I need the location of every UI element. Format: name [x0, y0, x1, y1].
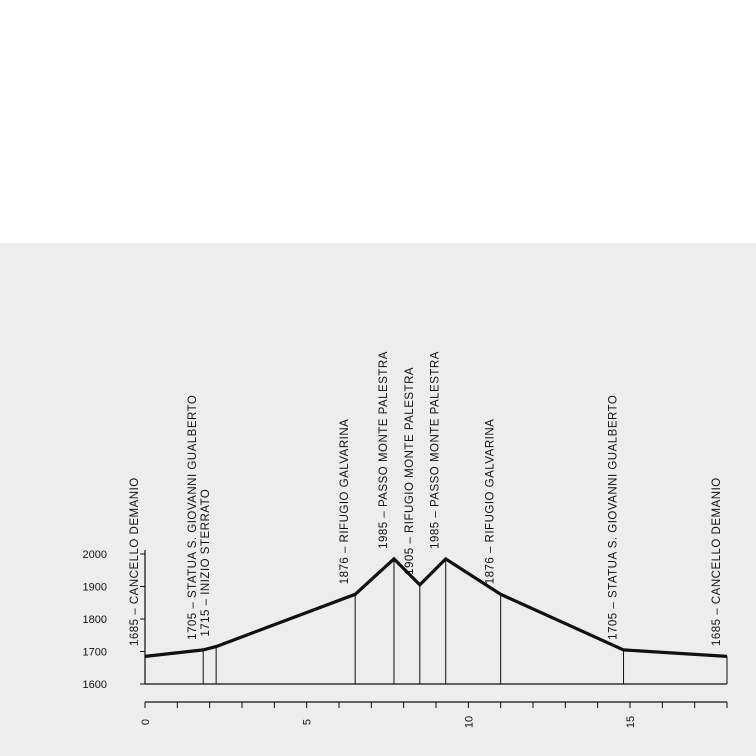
- y-tick-label: 1900: [82, 581, 107, 594]
- x-tick-label: 0: [140, 718, 152, 726]
- station-labels: [129, 351, 723, 646]
- station-label: 1985 – PASSO MONTE PALESTRA: [429, 351, 442, 549]
- station-label: 1715 – INIZIO STERRATO: [200, 488, 213, 637]
- axes: [83, 549, 727, 728]
- elevation-line: [145, 559, 727, 657]
- station-label: 1705 – STATUA S. GIOVANNI GUALBERTO: [607, 394, 620, 640]
- x-tick-label: 15: [625, 715, 637, 729]
- station-label: 1905 – RIFUGIO MONTE PALESTRA: [403, 366, 416, 575]
- station-label: 1876 – RIFUGIO GALVARINA: [339, 418, 352, 585]
- x-tick-label: 10: [463, 715, 476, 729]
- profile-series: [145, 559, 727, 657]
- y-tick-label: 2000: [82, 549, 107, 561]
- station-label: 1705 – STATUA S. GIOVANNI GUALBERTO: [187, 394, 200, 640]
- x-tick-label: 5: [301, 718, 314, 726]
- station-lines: [145, 559, 727, 684]
- station-label: 1985 – PASSO MONTE PALESTRA: [377, 351, 390, 549]
- station-label: 1685 – CANCELLO DEMANIO: [129, 477, 141, 646]
- y-tick-label: 1800: [82, 614, 107, 626]
- station-label: 1685 – CANCELLO DEMANIO: [711, 477, 723, 646]
- y-tick-label: 1700: [82, 646, 107, 659]
- station-label: 1876 – RIFUGIO GALVARINA: [484, 418, 497, 585]
- y-tick-label: 1600: [82, 679, 107, 691]
